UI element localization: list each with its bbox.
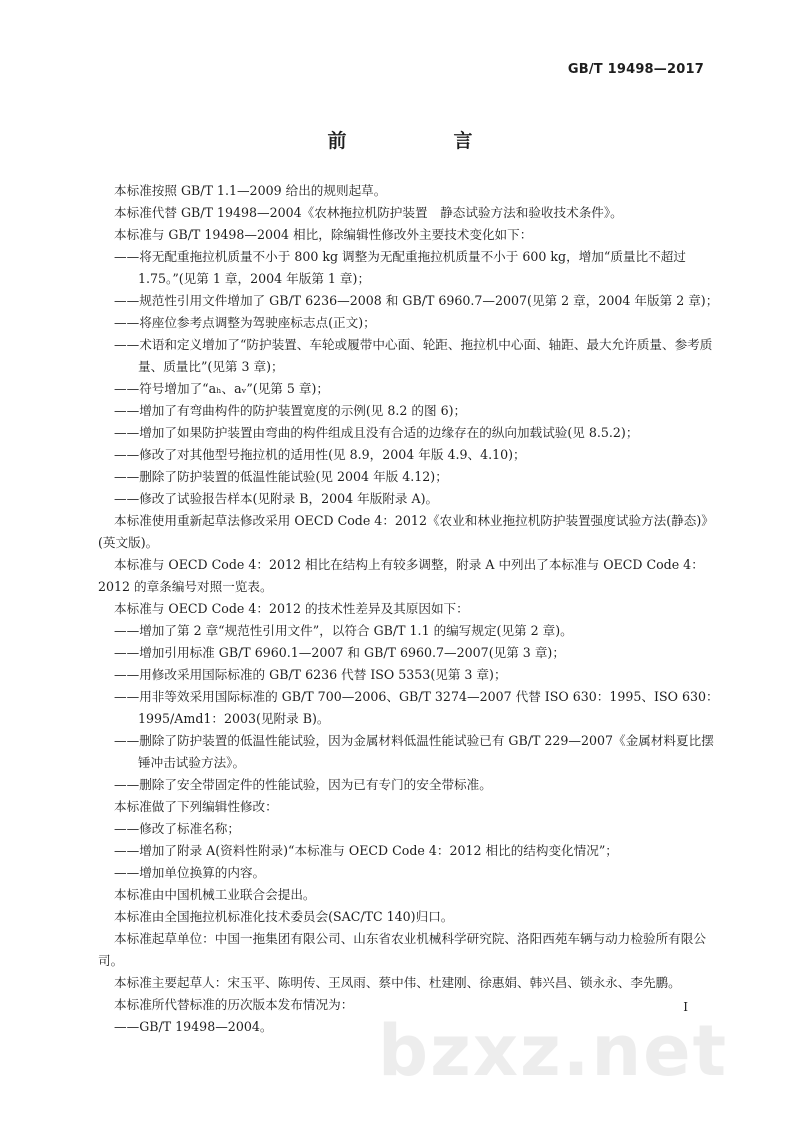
list-item: ——修改了标准名称； [114,821,240,836]
paragraph: 本标准由中国机械工业联合会提出。 [114,887,316,902]
list-item: ——删除了防护装置的低温性能试验(见 2004 年版 4.12)； [114,469,448,484]
list-item: ——规范性引用文件增加了 GB/T 6236—2008 和 GB/T 6960.7—2007(见第 2 章，2004 年版第 2 章)； [114,293,719,308]
list-item: ——修改了试验报告样本(见附录 B，2004 年版附录 A)。 [114,491,439,506]
paragraph: 本标准由全国拖拉机标准化技术委员会(SAC/TC 140)归口。 [114,909,454,924]
paragraph: 本标准所代替标准的历次版本发布情况为： [114,997,354,1012]
paragraph: 本标准做了下列编辑性修改： [114,799,278,814]
paragraph: 本标准起草单位：中国一拖集团有限公司、山东省农业机械科学研究院、洛阳西苑车辆与动力检验所有限公司。 [98,931,706,968]
watermark-logo: bzxz.net [378,1010,729,1092]
paragraph: 本标准主要起草人：宋玉平、陈明传、王凤雨、蔡中伟、杜建刚、徐惠娟、韩兴昌、锁永永、李先鹏。 [114,975,681,990]
document-body [98,180,722,1038]
paragraph: 本标准与 OECD Code 4：2012 相比在结构上有较多调整，附录 A 中列出了本标准与 OECD Code 4：2012 的章条编号对照一览表。 [98,557,704,594]
list-item: ——删除了安全带固定件的性能试验，因为已有专门的安全带标准。 [114,777,492,792]
list-item: ——增加了如果防护装置由弯曲的构件组成且没有合适的边缘存在的纵向加载试验(见 8.5.2)； [114,425,639,440]
paragraph: 本标准与 OECD Code 4：2012 的技术性差异及其原因如下： [114,601,469,616]
list-item: ——增加单位换算的内容。 [114,865,266,880]
paragraph: 本标准按照 GB/T 1.1—2009 给出的规则起草。 [114,183,387,198]
page-title: 前 言 [327,130,517,152]
list-item: ——GB/T 19498—2004。 [114,1019,273,1034]
list-item: ——将座位参考点调整为驾驶座标志点(正文)； [114,315,376,330]
paragraph: 本标准代替 GB/T 19498—2004《农林拖拉机防护装置 静态试验方法和验收技术条件》。 [114,205,623,220]
list-item: ——增加了有弯曲构件的防护装置宽度的示例(见 8.2 的图 6)； [114,403,467,418]
list-item: ——符号增加了“aₕ、aᵥ”(见第 5 章)； [114,381,330,396]
paragraph: 本标准使用重新起草法修改采用 OECD Code 4：2012《农业和林业拖拉机防护装置强度试验方法(静态)》(英文版)。 [98,513,714,550]
list-item: ——将无配重拖拉机质量不小于 800 kg 调整为无配重拖拉机质量不小于 600 kg，增加“质量比不超过 1.75。”(见第 1 章，2004 年版第 1 章)； [114,249,686,286]
list-item: ——删除了防护装置的低温性能试验，因为金属材料低温性能试验已有 GB/T 229—2007《金属材料夏比摆锤冲击试验方法》。 [114,733,714,770]
list-item: ——修改了对其他型号拖拉机的适用性(见 8.9，2004 年版 4.9、4.10)； [114,447,526,462]
list-item: ——增加引用标准 GB/T 6960.1—2007 和 GB/T 6960.7—2007(见第 3 章)； [114,645,565,660]
list-item: ——术语和定义增加了“防护装置、车轮或履带中心面、轮距、拖拉机中心面、轴距、最大允许质量、参考质量、质量比”(见第 3 章)； [114,337,713,374]
list-item: ——增加了附录 A(资料性附录)“本标准与 OECD Code 4：2012 相比的结构变化情况”； [114,843,618,858]
list-item: ——增加了第 2 章“规范性引用文件”，以符合 GB/T 1.1 的编写规定(见第 2 章)。 [114,623,573,638]
paragraph: 本标准与 GB/T 19498—2004 相比，除编辑性修改外主要技术变化如下： [114,227,533,242]
page-number: I [683,1000,688,1014]
standard-number: GB/T 19498—2017 [567,62,704,77]
list-item: ——用非等效采用国际标准的 GB/T 700—2006、GB/T 3274—2007 代替 ISO 630：1995、ISO 630：1995/Amd1：2003(见附录 B)。 [114,689,719,726]
list-item: ——用修改采用国际标准的 GB/T 6236 代替 ISO 5353(见第 3 章)； [114,667,507,682]
